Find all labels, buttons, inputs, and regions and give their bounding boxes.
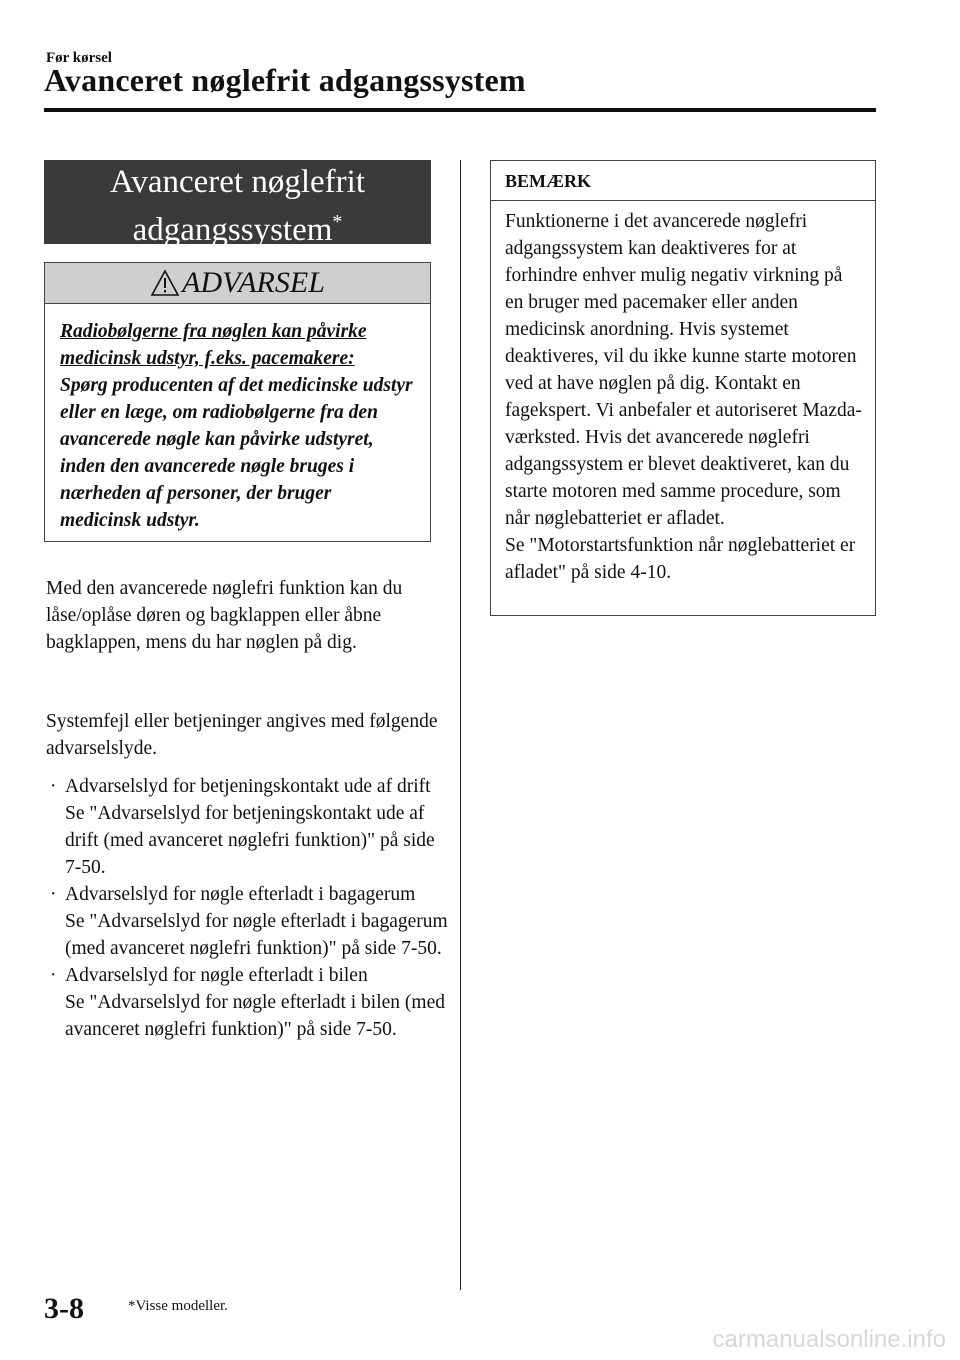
list-item bbox=[50, 962, 450, 1043]
asterisk-marker: * bbox=[332, 211, 343, 233]
section-title-text: adgangssystem bbox=[132, 212, 333, 248]
note-text: Funktionerne i det avancerede nøglefri adgangssystem kan deaktiveres for at forhindre enhver mulig negativ virkning på en bruger med pacemaker eller anden medicinsk anordning. Hvis systemet deaktiveres, vil du ikke kunne starte motoren ved at have nøglen på dig. Kontakt en fagekspert. Vi anbefaler et autoriseret Mazda-værksted. Hvis det avancerede nøglefri adgangssystem er blevet deaktiveret, kan du starte motoren med samme procedure, som når nøglebatteriet er afladet. bbox=[505, 211, 862, 529]
note-reference: Se "Motorstartsfunktion når nøglebatteriet er afladet" på side 4-10. bbox=[505, 535, 856, 583]
note-content bbox=[491, 201, 875, 586]
intro-paragraph: Med den avancerede nøglefri funktion kan du låse/oplåse døren og bagklappen eller åbne bagklappen, mens du har nøglen på dig. bbox=[46, 578, 403, 653]
column-divider bbox=[460, 160, 461, 1290]
warning-header bbox=[45, 263, 430, 304]
warning-underlined-line2: medicinsk udstyr, f.eks. pacemakere: bbox=[60, 348, 355, 369]
page-title: Avanceret nøglefrit adgangssystem bbox=[44, 62, 526, 98]
list-item-reference: Se "Advarselslyd for nøgle efterladt i bilen (med avanceret nøglefri funktion)" på side 7-50. bbox=[65, 992, 445, 1040]
list-item-reference: Se "Advarselslyd for betjeningskontakt ude af drift (med avanceret nøglefri funktion)" på side 7-50. bbox=[65, 803, 435, 878]
section-title-line1: Avanceret nøglefrit bbox=[109, 164, 365, 200]
warning-heading: ADVARSEL bbox=[182, 266, 325, 299]
alarm-list bbox=[50, 773, 450, 1043]
bullet-dot: · bbox=[50, 965, 57, 986]
note-heading: BEMÆRK bbox=[491, 161, 875, 201]
alarm-paragraph: Systemfejl eller betjeninger angives med følgende advarselslyde. bbox=[46, 711, 438, 759]
list-item-reference: Se "Advarselslyd for nøgle efterladt i bagagerum (med avanceret nøglefri funktion)" på side 7-50. bbox=[65, 911, 448, 959]
warning-text bbox=[45, 304, 430, 534]
section-label: Før kørsel bbox=[46, 50, 112, 66]
section-title-line2 bbox=[44, 202, 431, 250]
note-box bbox=[490, 160, 876, 616]
warning-underlined-line1: Radiobølgerne fra nøglen kan påvirke bbox=[60, 321, 367, 342]
bullet-dot: · bbox=[50, 776, 57, 797]
section-title-box bbox=[44, 160, 431, 248]
warning-box bbox=[44, 262, 431, 542]
page-number: 3-8 bbox=[44, 1292, 84, 1325]
header-rule bbox=[44, 108, 876, 112]
warning-body: Spørg producenten af det medicinske udstyr eller en læge, om radiobølgerne fra den avancerede nøgle kan påvirke udstyret, inden den avancerede nøgle bruges i nærheden af personer, der bruger medicinsk udstyr. bbox=[60, 375, 413, 531]
list-item bbox=[50, 881, 450, 962]
footnote: *Visse modeller. bbox=[128, 1298, 228, 1314]
list-item-label: Advarselslyd for nøgle efterladt i bilen bbox=[65, 965, 368, 986]
list-item-label: Advarselslyd for nøgle efterladt i bagagerum bbox=[65, 884, 416, 905]
list-item-label: Advarselslyd for betjeningskontakt ude af drift bbox=[65, 776, 431, 797]
warning-triangle-icon bbox=[150, 269, 180, 297]
bullet-dot: · bbox=[50, 884, 57, 905]
watermark: carmanualsonline.info bbox=[712, 1326, 946, 1353]
list-item bbox=[50, 773, 450, 881]
